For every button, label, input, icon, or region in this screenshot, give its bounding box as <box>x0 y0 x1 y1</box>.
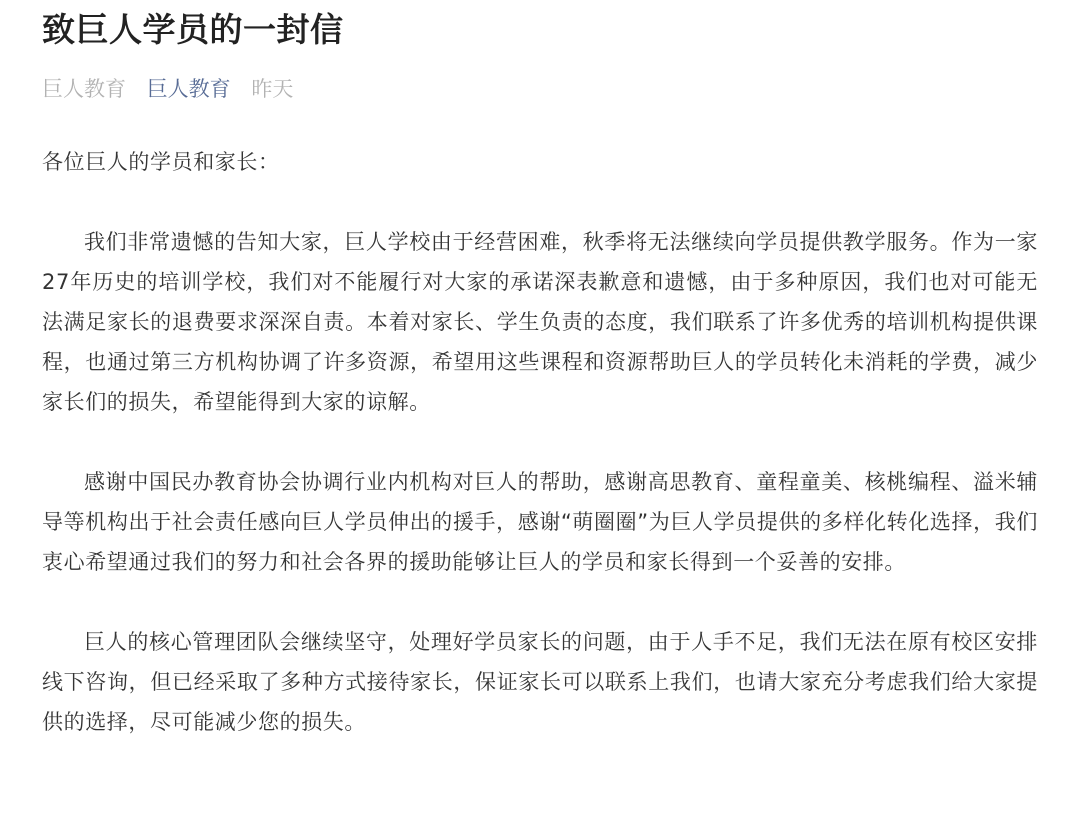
article-content <box>42 142 1038 742</box>
account-name-link[interactable]: 巨人教育 <box>146 77 231 101</box>
paragraph-2: 感谢中国民办教育协会协调行业内机构对巨人的帮助，感谢高思教育、童程童美、核桃编程、溢米辅导等机构出于社会责任感向巨人学员伸出的援手，感谢“萌圈圈”为巨人学员提供的多样化转化选择，我们衷心希望通过我们的努力和社会各界的援助能够让巨人的学员和家长得到一个妥善的安排。 <box>42 470 1038 574</box>
article <box>42 0 1038 782</box>
publish-time: 昨天 <box>251 77 294 101</box>
paragraph-3: 巨人的核心管理团队会继续坚守，处理好学员家长的问题，由于人手不足，我们无法在原有校区安排线下咨询，但已经采取了多种方式接待家长，保证家长可以联系上我们，也请大家充分考虑我们给大家提供的选择，尽可能减少您的损失。 <box>42 630 1038 734</box>
paragraph-1: 我们非常遗憾的告知大家，巨人学校由于经营困难，秋季将无法继续向学员提供教学服务。作为一家27年历史的培训学校，我们对不能履行对大家的承诺深表歉意和遗憾，由于多种原因，我们也对可能无法满足家长的退费要求深深自责。本着对家长、学生负责的态度，我们联系了许多优秀的培训机构提供课程，也通过第三方机构协调了许多资源，希望用这些课程和资源帮助巨人的学员转化未消耗的学费，减少家长们的损失，希望能得到大家的谅解。 <box>42 230 1038 414</box>
salutation: 各位巨人的学员和家长： <box>42 150 280 174</box>
article-meta <box>42 74 1038 104</box>
original-label: 巨人教育 <box>42 77 126 101</box>
article-title: 致巨人学员的一封信 <box>42 10 344 49</box>
